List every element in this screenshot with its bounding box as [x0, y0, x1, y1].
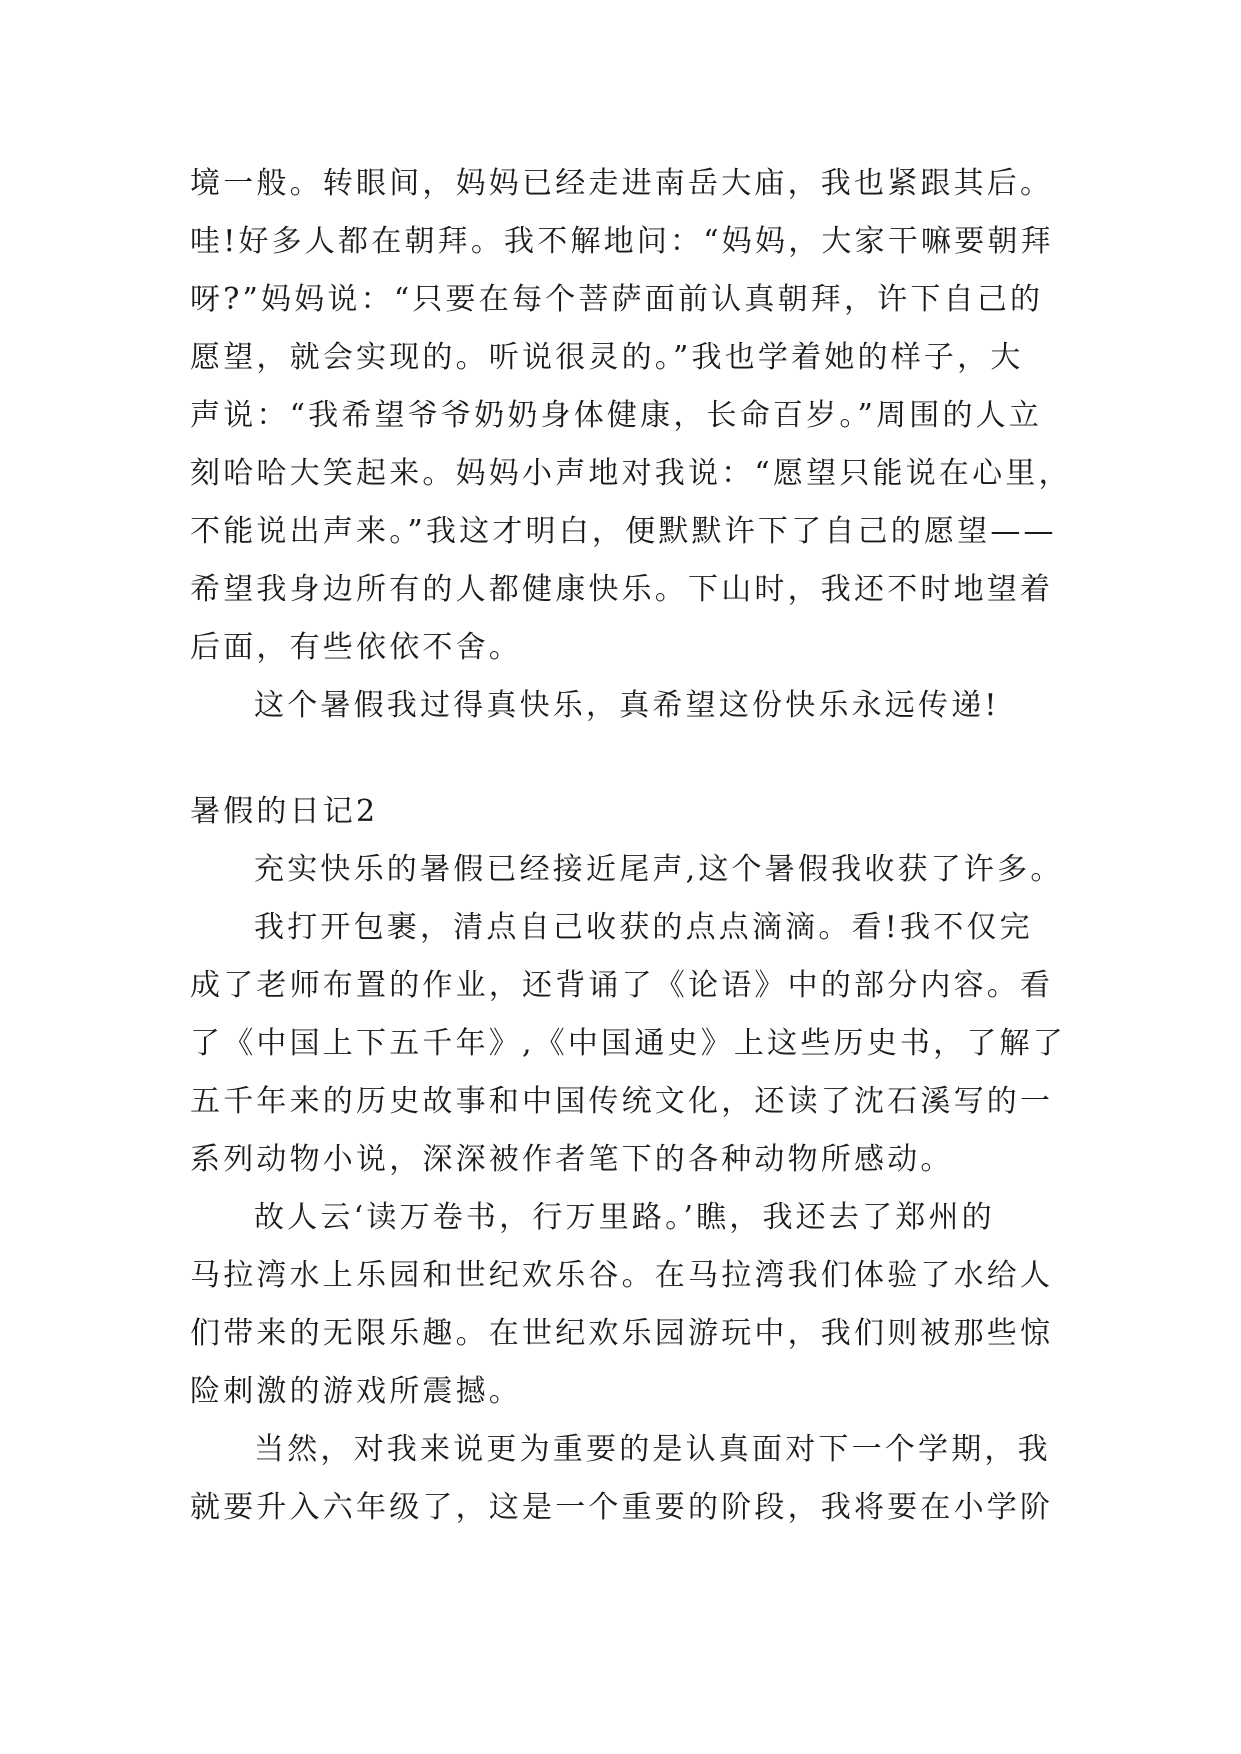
- paragraph-next-semester: [190, 1421, 1070, 1537]
- text-line: 哇!好多人都在朝拜。我不解地问：“妈妈，大家干嘛要朝拜: [190, 224, 1054, 259]
- text-line: 了《中国上下五千年》,《中国通史》上这些历史书，了解了: [190, 1026, 1066, 1061]
- paragraph-temple-visit: [190, 155, 1070, 677]
- text-line: 后面，有些依依不舍。: [190, 630, 522, 665]
- text-line: 系列动物小说，深深被作者笔下的各种动物所感动。: [190, 1142, 954, 1177]
- text-line: 险刺激的游戏所震撼。: [190, 1374, 522, 1409]
- document-body: [190, 155, 1070, 1537]
- paragraph-reading: [190, 899, 1070, 1189]
- text-line: 不能说出声来。”我这才明白，便默默许下了自己的愿望——: [190, 514, 1057, 549]
- text-line: 刻哈哈大笑起来。妈妈小声地对我说：“愿望只能说在心里，: [190, 456, 1072, 491]
- text-line: 当然，对我来说更为重要的是认真面对下一个学期，我: [254, 1432, 1051, 1467]
- text-line: 声说：“我希望爷爷奶奶身体健康，长命百岁。”周围的人立: [190, 398, 1043, 433]
- text-line: 马拉湾水上乐园和世纪欢乐谷。在马拉湾我们体验了水给人: [190, 1258, 1054, 1293]
- text-line: 境一般。转眼间，妈妈已经走进南岳大庙，我也紧跟其后。: [190, 166, 1054, 201]
- paragraph-intro: 充实快乐的暑假已经接近尾声,这个暑假我收获了许多。: [254, 852, 1064, 887]
- text-line: 五千年来的历史故事和中国传统文化，还读了沈石溪写的一: [190, 1084, 1054, 1119]
- text-line: 呀?”妈妈说：“只要在每个菩萨面前认真朝拜，许下自己的: [190, 282, 1044, 317]
- text-line: 就要升入六年级了，这是一个重要的阶段，我将要在小学阶: [190, 1490, 1054, 1525]
- text-line: 们带来的无限乐趣。在世纪欢乐园游玩中，我们则被那些惊: [190, 1316, 1054, 1351]
- text-line: 成了老师布置的作业，还背诵了《论语》中的部分内容。看: [190, 968, 1054, 1003]
- text-line: 愿望，就会实现的。听说很灵的。”我也学着她的样子，大: [190, 340, 1024, 375]
- paragraph-travel: [190, 1189, 1070, 1421]
- paragraph-summer-happy: 这个暑假我过得真快乐，真希望这份快乐永远传递!: [254, 688, 1000, 723]
- text-line: 我打开包裹，清点自己收获的点点滴滴。看!我不仅完: [254, 910, 1033, 945]
- text-line: 希望我身边所有的人都健康快乐。下山时，我还不时地望着: [190, 572, 1054, 607]
- text-line: 故人云‘读万卷书，行万里路。’瞧，我还去了郑州的: [254, 1200, 995, 1235]
- section-title: 暑假的日记2: [190, 794, 379, 829]
